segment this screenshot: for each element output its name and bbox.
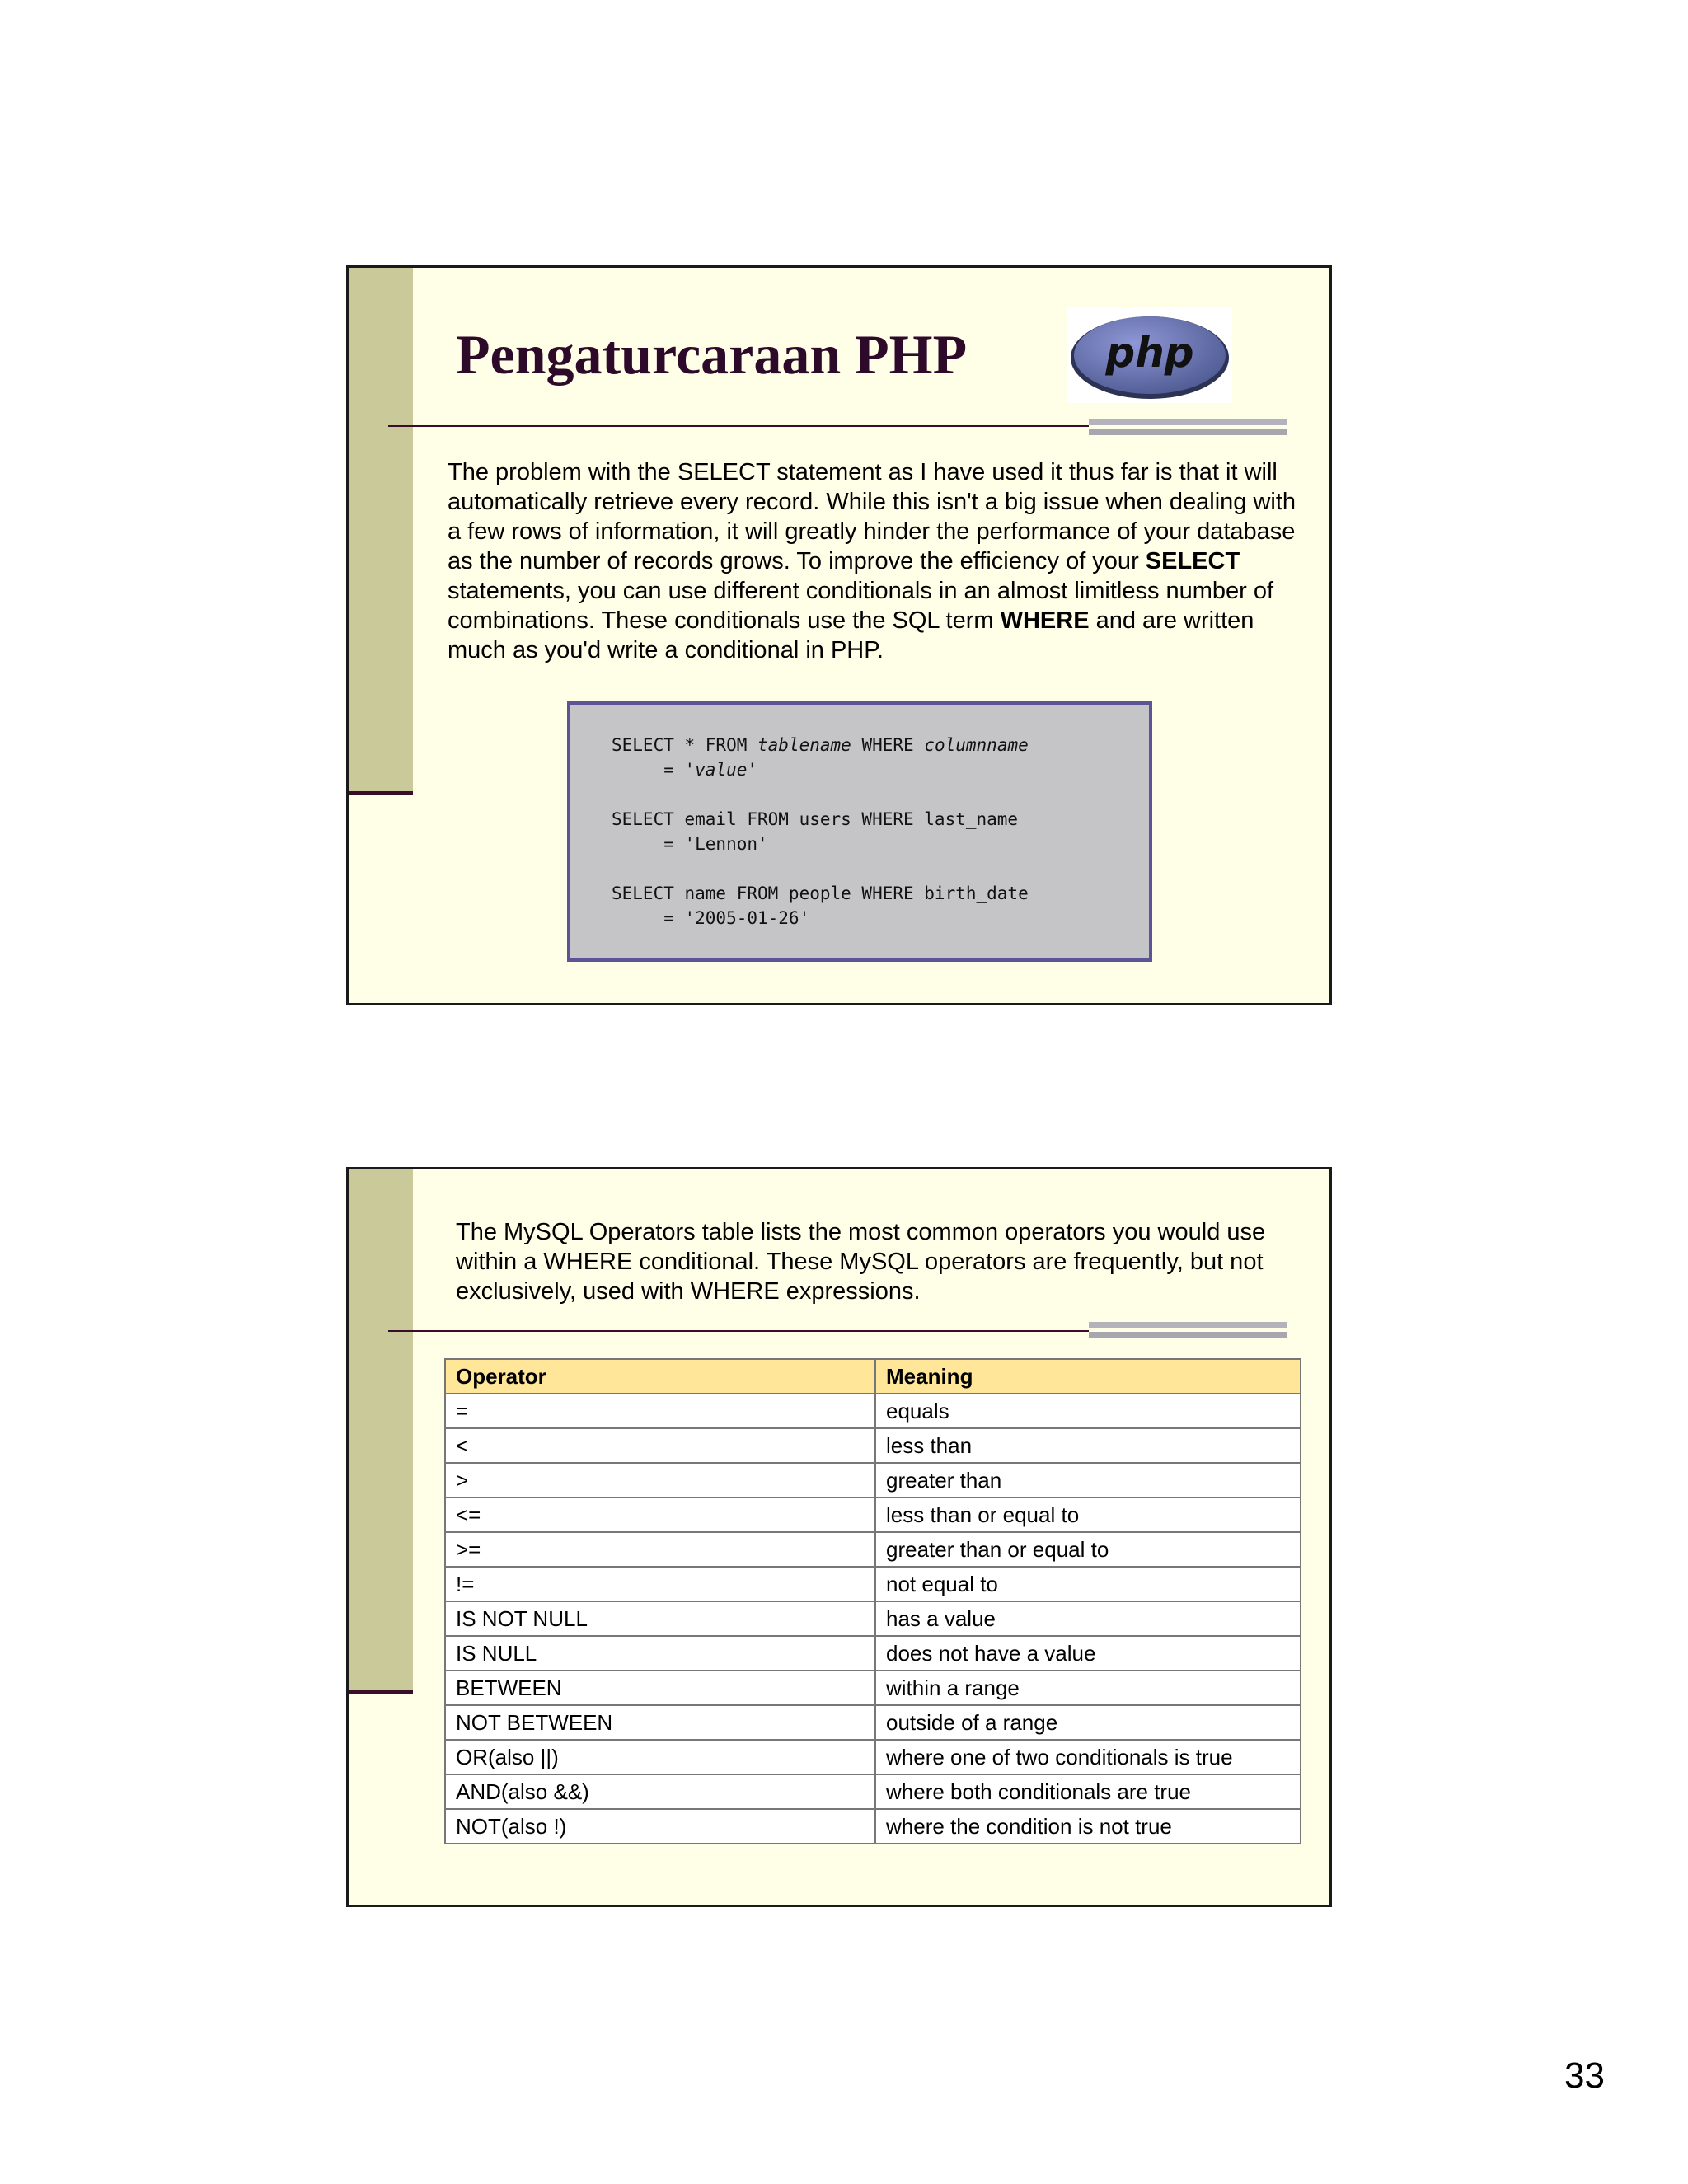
slide1-body-text <box>448 457 1305 665</box>
code-placeholder: columnname <box>924 735 1029 755</box>
table-header-row <box>445 1359 1301 1394</box>
table-row <box>445 1705 1301 1740</box>
page-number: 33 <box>1564 2055 1605 2096</box>
operator-cell: <= <box>445 1497 875 1532</box>
header-divider <box>388 1330 1089 1332</box>
table-row <box>445 1809 1301 1844</box>
table-row <box>445 1567 1301 1601</box>
code-text: = 'Lennon' <box>612 834 768 854</box>
code-line <box>612 906 1029 930</box>
meaning-cell: where the condition is not true <box>875 1809 1301 1844</box>
php-logo <box>1067 307 1232 403</box>
title-divider-accent <box>1089 419 1287 428</box>
side-bar-accent-line <box>349 791 413 795</box>
code-text: SELECT * FROM <box>612 735 758 755</box>
operator-cell: > <box>445 1463 875 1497</box>
code-text: WHERE <box>851 735 925 755</box>
slide-title: Pengaturcaraan PHP <box>456 323 968 386</box>
paragraph-text: and are written much as you'd write a conditional in PHP. <box>448 607 1254 663</box>
code-placeholder: tablename <box>757 735 851 755</box>
meaning-cell: within a range <box>875 1671 1301 1705</box>
operator-cell: = <box>445 1394 875 1428</box>
table-row <box>445 1740 1301 1774</box>
table-row <box>445 1497 1301 1532</box>
meaning-cell: outside of a range <box>875 1705 1301 1740</box>
side-bar-accent-line <box>349 1690 413 1694</box>
operator-cell: BETWEEN <box>445 1671 875 1705</box>
table-row <box>445 1671 1301 1705</box>
mysql-operators-table <box>444 1358 1301 1844</box>
sql-code-example <box>567 701 1152 962</box>
operator-cell: IS NULL <box>445 1636 875 1671</box>
title-divider <box>388 425 1089 427</box>
meaning-cell: where both conditionals are true <box>875 1774 1301 1809</box>
code-line <box>612 832 1029 856</box>
table-row <box>445 1601 1301 1636</box>
code-text: ' <box>747 760 758 780</box>
operator-cell: NOT(also !) <box>445 1809 875 1844</box>
column-header-meaning: Meaning <box>875 1359 1301 1394</box>
meaning-cell: not equal to <box>875 1567 1301 1601</box>
code-placeholder: value <box>695 760 748 780</box>
operator-cell: IS NOT NULL <box>445 1601 875 1636</box>
code-line <box>612 807 1029 832</box>
table-row <box>445 1428 1301 1463</box>
code-line <box>612 757 1029 782</box>
table-row <box>445 1463 1301 1497</box>
code-line <box>612 881 1029 906</box>
meaning-cell: does not have a value <box>875 1636 1301 1671</box>
operator-cell: < <box>445 1428 875 1463</box>
code-line <box>612 782 1029 807</box>
meaning-cell: less than or equal to <box>875 1497 1301 1532</box>
meaning-cell: greater than <box>875 1463 1301 1497</box>
meaning-cell: greater than or equal to <box>875 1532 1301 1567</box>
operator-cell: != <box>445 1567 875 1601</box>
table-row <box>445 1532 1301 1567</box>
column-header-operator: Operator <box>445 1359 875 1394</box>
bold-keyword: SELECT <box>1145 548 1240 574</box>
meaning-cell: equals <box>875 1394 1301 1428</box>
operator-cell: NOT BETWEEN <box>445 1705 875 1740</box>
code-text: SELECT name FROM people WHERE birth_date <box>612 883 1029 903</box>
meaning-cell: has a value <box>875 1601 1301 1636</box>
slide-select-where <box>346 265 1332 1005</box>
operator-cell: >= <box>445 1532 875 1567</box>
code-line <box>612 856 1029 881</box>
slide-side-bar <box>349 268 413 791</box>
operator-cell: AND(also &&) <box>445 1774 875 1809</box>
code-line <box>612 733 1029 757</box>
header-divider-accent <box>1089 1322 1287 1330</box>
operator-cell: OR(also ||) <box>445 1740 875 1774</box>
meaning-cell: less than <box>875 1428 1301 1463</box>
table-row <box>445 1774 1301 1809</box>
bold-keyword: WHERE <box>1000 607 1090 634</box>
code-text: SELECT email FROM users WHERE last_name <box>612 809 1019 829</box>
slide-mysql-operators <box>346 1167 1332 1907</box>
code-text: = ' <box>612 760 696 780</box>
slide2-body-text: The MySQL Operators table lists the most common operators you would use within a WHERE conditional. These MySQL operators are frequently, but not exclusively, used with WHERE expressions. <box>456 1219 1266 1305</box>
svg-text:php: php <box>1105 329 1194 377</box>
code-text: = '2005-01-26' <box>612 908 810 928</box>
paragraph-text: The problem with the SELECT statement as I have used it thus far is that it will automatically retrieve every record. While this isn't a big issue when dealing with a few rows of information, it will greatly hinder the performance of your database as the number of records grows. To improve the efficiency of your <box>448 459 1296 574</box>
sql-code-lines <box>612 733 1029 930</box>
slide-side-bar <box>349 1169 413 1690</box>
paragraph-text: statements, you can use different conditionals in an almost limitless number of combinations. These conditionals use the SQL term <box>448 578 1274 634</box>
table-row <box>445 1394 1301 1428</box>
table-row <box>445 1636 1301 1671</box>
meaning-cell: where one of two conditionals is true <box>875 1740 1301 1774</box>
